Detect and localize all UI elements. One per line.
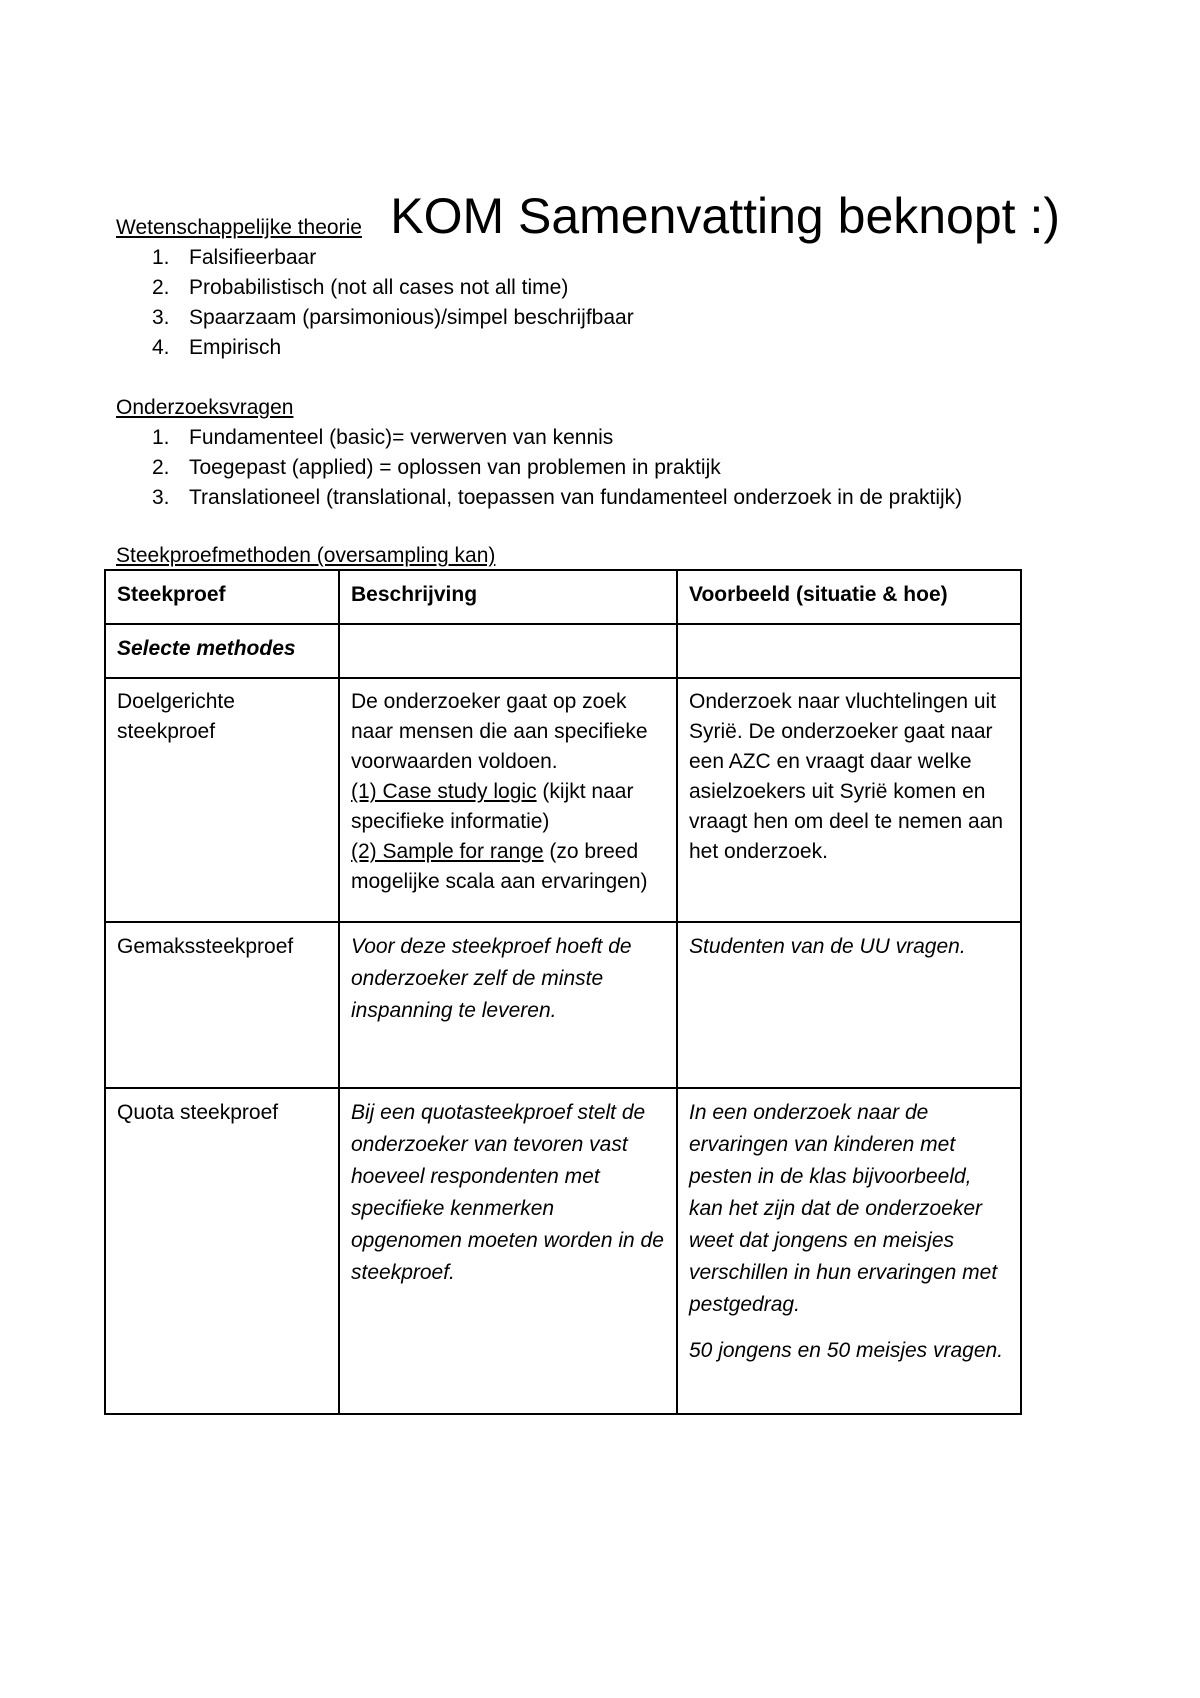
list-number: 2.: [152, 276, 170, 299]
section-heading: Onderzoeksvragen: [116, 396, 294, 419]
section-wetenschappelijke-theorie: [116, 213, 1116, 363]
list-item: [116, 273, 1116, 303]
list-item: [116, 333, 1116, 363]
section-heading: Wetenschappelijke theorie: [116, 216, 362, 239]
list-text: Translationeel (translational, toepassen van fundamenteel onderzoek in de praktijk): [189, 486, 963, 509]
list-item: [116, 453, 1116, 483]
steekproef-table: [104, 569, 1022, 1415]
table-row: [105, 1088, 1021, 1414]
numbered-list: [116, 243, 1116, 363]
list-item: [116, 303, 1116, 333]
table-group-row: [105, 624, 1021, 678]
method-example: Onderzoek naar vluchtelingen uit Syrië. De onderzoeker gaat naar een AZC en vraagt daar welke asielzoekers uit Syrië komen en vraagt hen om deel te nemen aan het onderzoek.: [677, 678, 1021, 922]
table-header-row: [105, 570, 1021, 624]
method-example: In een onderzoek naar de ervaringen van kinderen met pesten in de klas bijvoorbeeld, kan het zijn dat de onderzoeker weet dat jongens en meisjes verschillen in hun ervaringen met pestgedrag. 50 jongens en 50 meisjes vragen.: [677, 1088, 1021, 1414]
list-number: 2.: [152, 456, 170, 479]
list-text: Toegepast (applied) = oplossen van problemen in praktijk: [189, 456, 721, 479]
method-name: Quota steekproef: [105, 1088, 339, 1414]
method-example: Studenten van de UU vragen.: [677, 922, 1021, 1088]
table-row: [105, 922, 1021, 1088]
table-cell-empty: [677, 624, 1021, 678]
table-cell-empty: [339, 624, 677, 678]
section-heading: Steekproefmethoden (oversampling kan): [116, 544, 496, 567]
list-text: Spaarzaam (parsimonious)/simpel beschrijfbaar: [189, 306, 634, 329]
section-steekproefmethoden: [116, 541, 1116, 571]
list-item: [116, 243, 1116, 273]
list-text: Fundamenteel (basic)= verwerven van kennis: [189, 426, 614, 449]
list-text: Empirisch: [189, 336, 282, 359]
method-description: De onderzoeker gaat op zoek naar mensen die aan specifieke voorwaarden voldoen. (1) Case study logic (kijkt naar specifieke informatie) (2) Sample for range (zo breed mogelijke scala aan ervaringen): [339, 678, 677, 922]
table-header-cell: Beschrijving: [339, 570, 677, 624]
list-number: 1.: [152, 246, 170, 269]
list-number: 3.: [152, 306, 170, 329]
section-onderzoeksvragen: [116, 393, 1116, 513]
list-number: 3.: [152, 486, 170, 509]
list-number: 1.: [152, 426, 170, 449]
table-header-cell: Steekproef: [105, 570, 339, 624]
table-row: [105, 678, 1021, 922]
method-description: Bij een quotasteekproef stelt de onderzoeker van tevoren vast hoeveel respondenten met specifieke kenmerken opgenomen moeten worden in de steekproef.: [339, 1088, 677, 1414]
list-number: 4.: [152, 336, 170, 359]
method-description: Voor deze steekproef hoeft de onderzoeker zelf de minste inspanning te leveren.: [339, 922, 677, 1088]
group-label: Selecte methodes: [105, 624, 339, 678]
list-text: Probabilistisch (not all cases not all time): [189, 276, 569, 299]
page-title: KOM Samenvatting beknopt :): [390, 187, 1060, 244]
list-item: [116, 423, 1116, 453]
list-text: Falsifieerbaar: [189, 246, 317, 269]
numbered-list: [116, 423, 1116, 513]
method-name: Gemakssteekproef: [105, 922, 339, 1088]
table-header-cell: Voorbeeld (situatie & hoe): [677, 570, 1021, 624]
list-item: [116, 483, 1116, 513]
method-name: Doelgerichte steekproef: [105, 678, 339, 922]
